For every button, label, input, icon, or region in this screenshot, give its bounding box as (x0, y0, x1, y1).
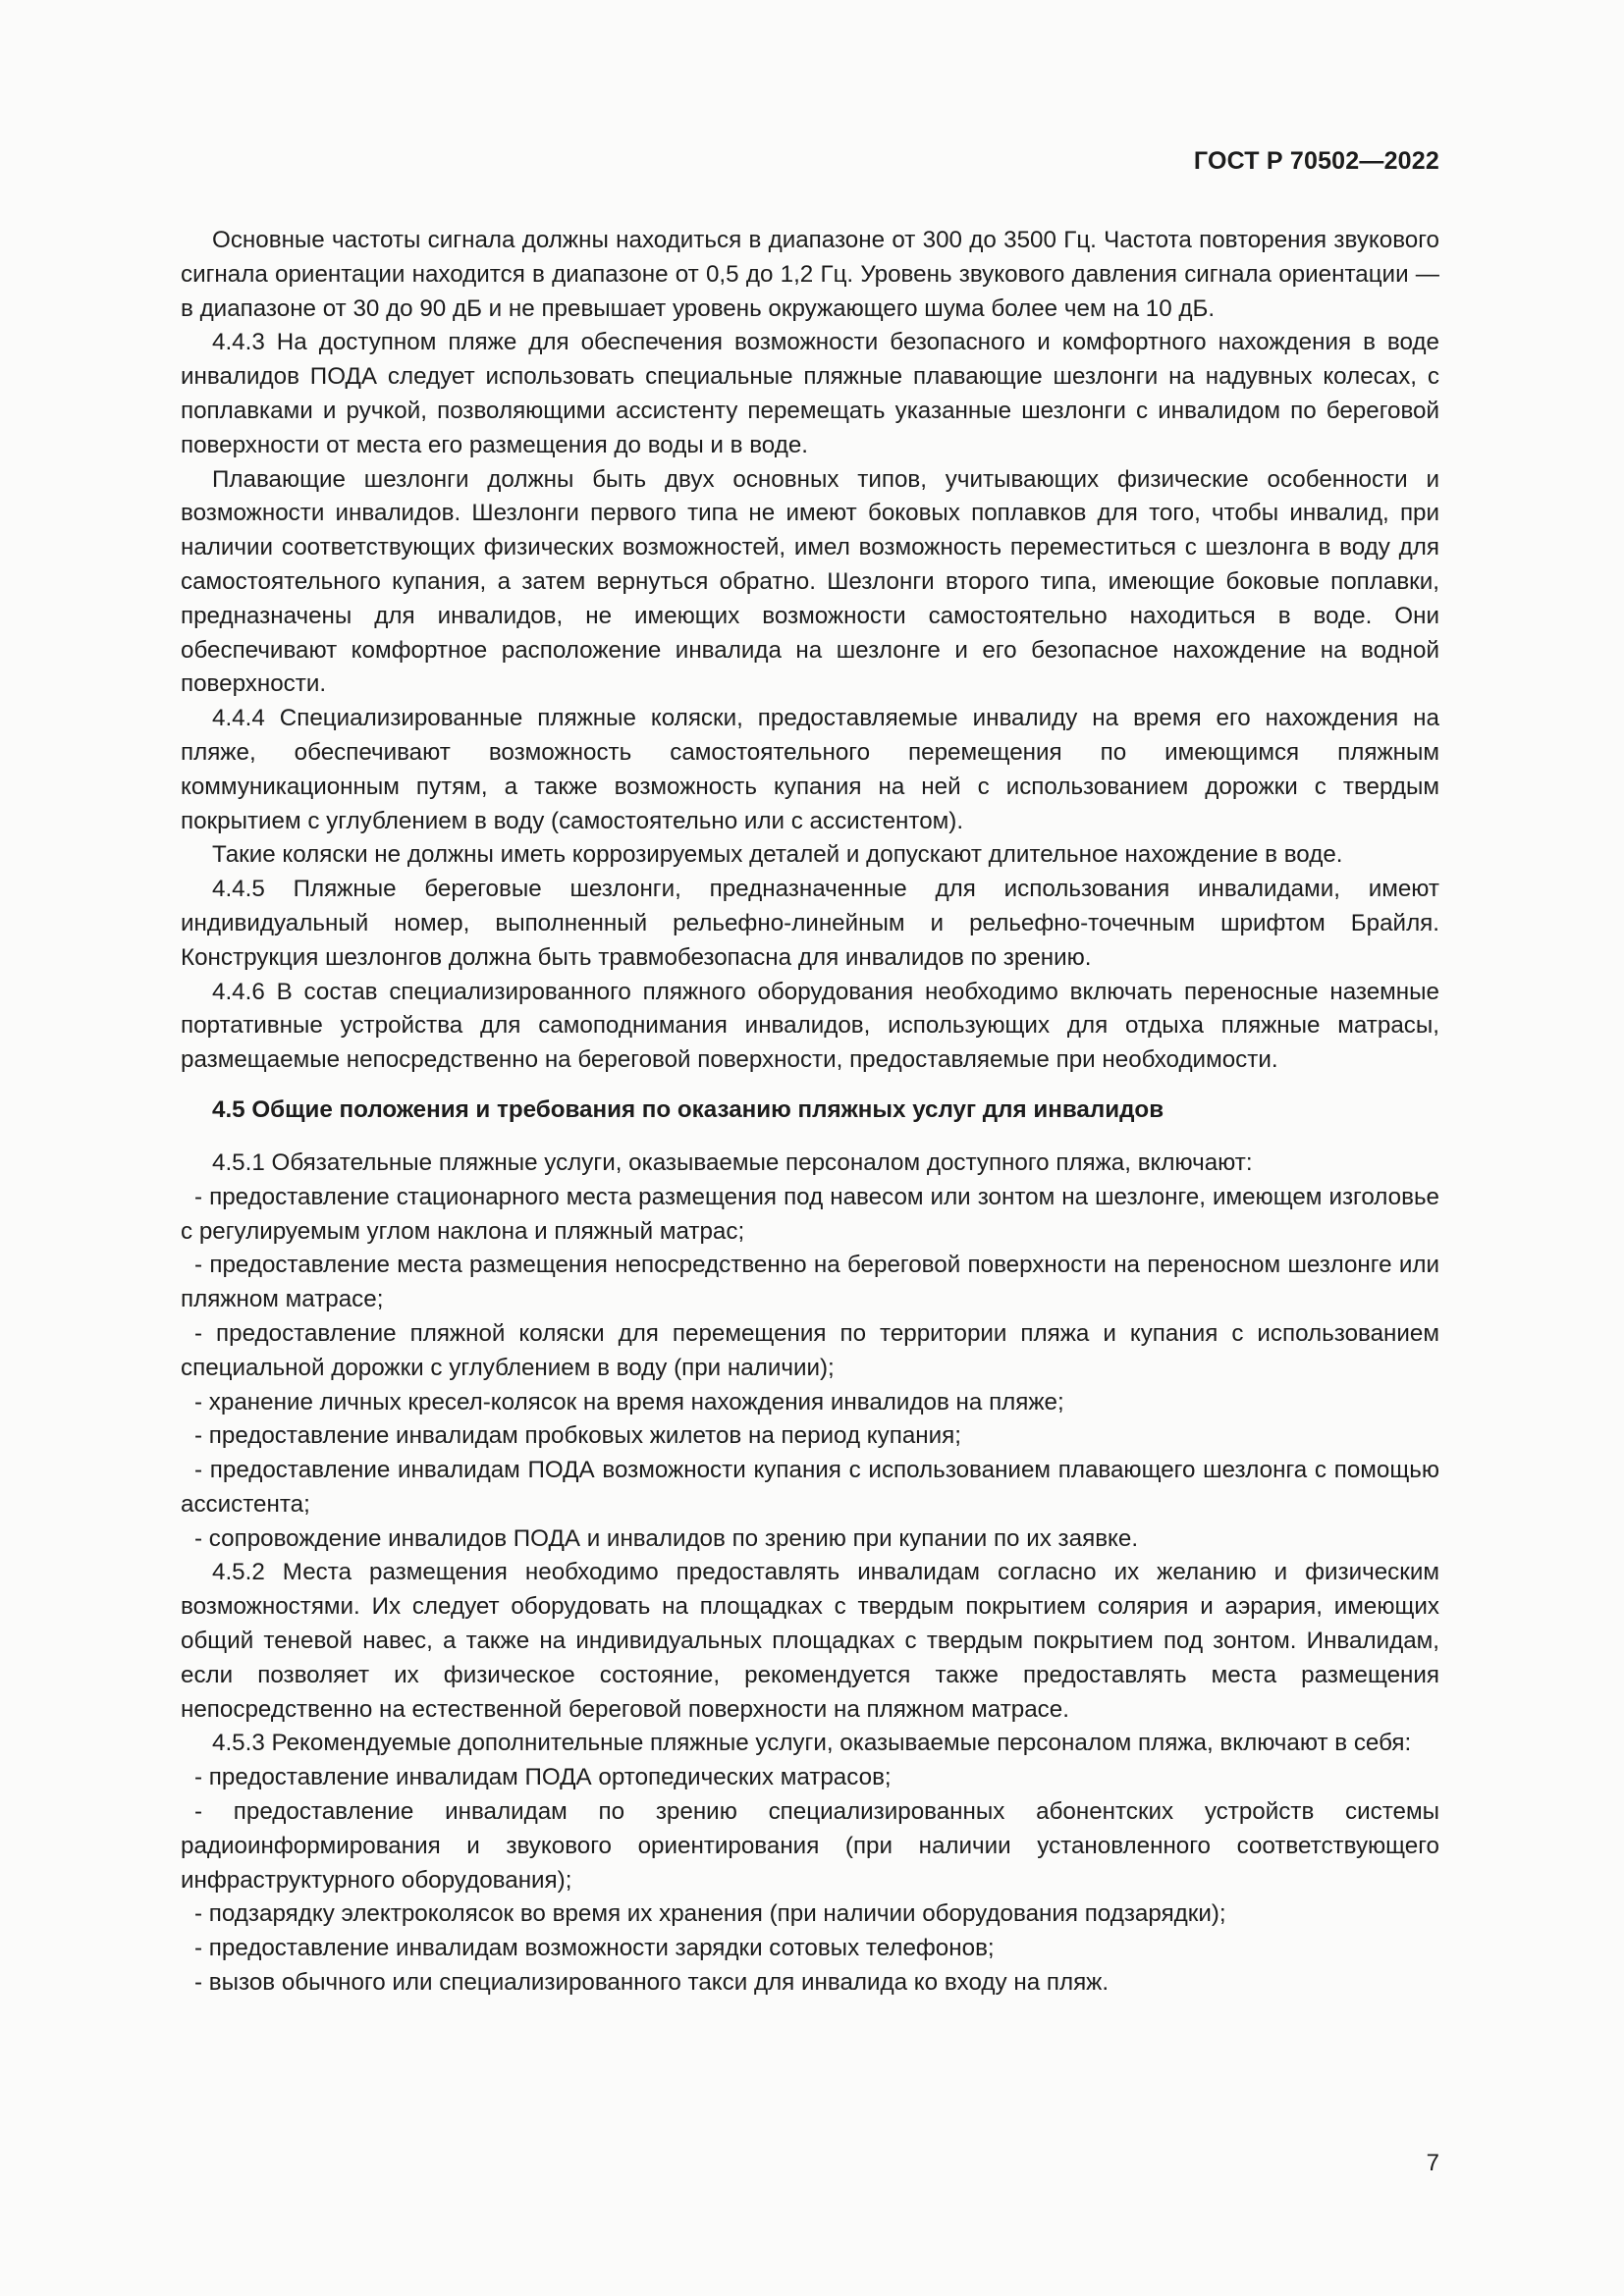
list-item: - хранение личных кресел-колясок на время нахождения инвалидов на пляже; (194, 1388, 1064, 1415)
paragraph: 4.4.3 На доступном пляже для обеспечения возможности безопасного и комфортного нахождения в воде инвалидов ПОДА следует использовать специальные пляжные плавающие шезлонги на надувных колесах, с поплавками и ручкой, позволяющими ассистенту перемещать указанные шезлонги с инвалидом по береговой поверхности от места его размещения до воды и в воде. (181, 329, 1439, 458)
paragraph: Основные частоты сигнала должны находиться в диапазоне от 300 до 3500 Гц. Частота повторения звукового сигнала ориентации находится в диапазоне от 0,5 до 1,2 Гц. Уровень звукового давления сигнала ориентации — в диапазоне от 30 до 90 дБ и не превышает уровень окружающего шума более чем на 10 дБ. (181, 227, 1439, 322)
paragraph: 4.4.4 Специализированные пляжные коляски, предоставляемые инвалиду на время его нахождения на пляже, обеспечивают возможность самостоятельного перемещения по имеющимся пляжным коммуникационным путям, а также возможность купания на ней с использованием дорожки с твердым покрытием с углублением в воду (самостоятельно или с ассистентом). (181, 705, 1439, 834)
paragraph: 4.5.2 Места размещения необходимо предоставлять инвалидам согласно их желанию и физическим возможностями. Их следует оборудовать на площадках с твердым покрытием солярия и аэрария, имеющих общий теневой навес, а также на индивидуальных площадках с твердым покрытием под зонтом. Инвалидам, если позволяет их физическое состояние, рекомендуется также предоставлять места размещения непосредственно на естественной береговой поверхности на пляжном матрасе. (181, 1559, 1439, 1723)
paragraph: 4.4.6 В состав специализированного пляжного оборудования необходимо включать переносные наземные портативные устройства для самоподнимания инвалидов, использующих для отдыха пляжные матрасы, размещаемые непосредственно на береговой поверхности, предоставляемые при необходимости. (181, 978, 1439, 1074)
page-number: 7 (1426, 2150, 1439, 2176)
document-code-header: ГОСТ Р 70502—2022 (1193, 147, 1439, 175)
section-heading: 4.5 Общие положения и требования по оказанию пляжных услуг для инвалидов (212, 1095, 1164, 1123)
list-item: - предоставление стационарного места размещения под навесом или зонтом на шезлонге, имеющем изголовье с регулируемым углом наклона и пляжный матрас; (181, 1183, 1439, 1245)
list-item: - предоставление места размещения непосредственно на береговой поверхности на переносном шезлонге или пляжном матрасе; (181, 1252, 1439, 1313)
paragraph: 4.4.5 Пляжные береговые шезлонги, предназначенные для использования инвалидами, имеют индивидуальный номер, выполненный рельефно-линейным и рельефно-точечным шрифтом Брайля. Конструкция шезлонгов должна быть травмобезопасна для инвалидов по зрению. (181, 876, 1439, 971)
list-item: - предоставление инвалидам пробковых жилетов на период купания; (194, 1422, 961, 1450)
list-item: - сопровождение инвалидов ПОДА и инвалидов по зрению при купании по их заявке. (194, 1524, 1139, 1552)
paragraph: 4.5.1 Обязательные пляжные услуги, оказываемые персоналом доступного пляжа, включают: (212, 1148, 1253, 1176)
list-item: - предоставление инвалидам ПОДА возможности купания с использованием плавающего шезлонга с помощью ассистента; (181, 1457, 1439, 1518)
list-item: - предоставление инвалидам возможности зарядки сотовых телефонов; (194, 1935, 995, 1962)
list-item: - предоставление инвалидам ПОДА ортопедических матрасов; (194, 1764, 892, 1791)
paragraph: Такие коляски не должны иметь коррозируемых деталей и допускают длительное нахождение в воде. (212, 841, 1343, 869)
list-item: - предоставление пляжной коляски для перемещения по территории пляжа и купания с использованием специальной дорожки с углублением в воду (при наличии); (181, 1319, 1439, 1381)
list-item: - подзарядку электроколясок во время их хранения (при наличии оборудования подзарядки); (194, 1900, 1226, 1928)
paragraph: 4.5.3 Рекомендуемые дополнительные пляжные услуги, оказываемые персоналом пляжа, включают в себя: (212, 1730, 1412, 1757)
paragraph: Плавающие шезлонги должны быть двух основных типов, учитывающих физические особенности и возможности инвалидов. Шезлонги первого типа не имеют боковых поплавков для того, чтобы инвалид, при наличии соответствующих физических возможностей, имел возможность переместиться с шезлонга в воду для самостоятельного купания, а затем вернуться обратно. Шезлонги второго типа, имеющие боковые поплавки, предназначены для инвалидов, не имеющих возможности самостоятельно находиться в воде. Они обеспечивают комфортное расположение инвалида на шезлонге и его безопасное нахождение на водной поверхности. (181, 465, 1439, 698)
list-item: - предоставление инвалидам по зрению специализированных абонентских устройств системы радиоинформирования и звукового ориентирования (при наличии установленного соответствующего инфраструктурного оборудования); (181, 1798, 1439, 1894)
document-body (181, 224, 1439, 2001)
list-item: - вызов обычного или специализированного такси для инвалида ко входу на пляж. (194, 1969, 1110, 1997)
